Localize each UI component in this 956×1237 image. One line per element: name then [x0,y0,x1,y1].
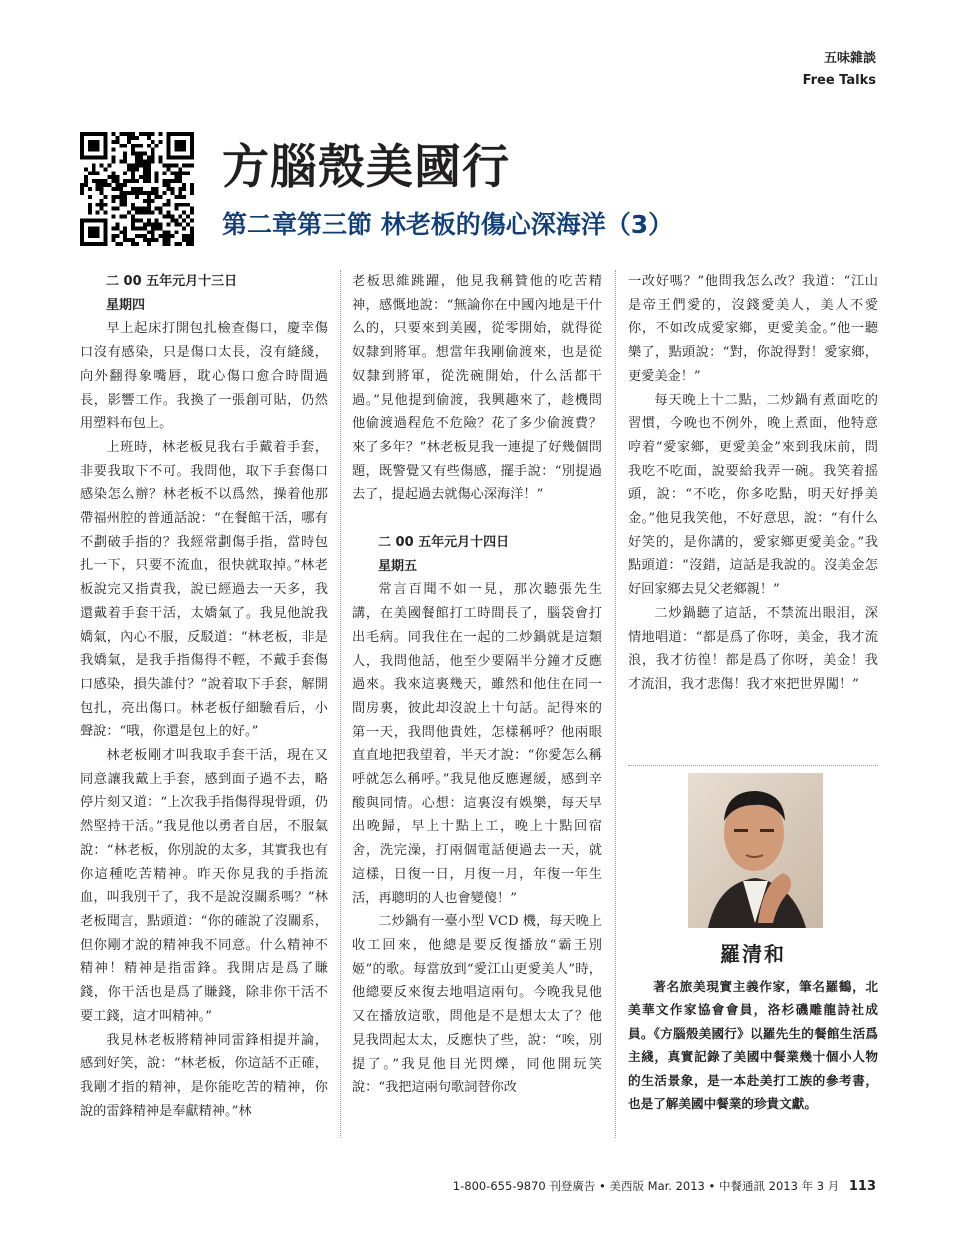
author-divider [628,765,878,766]
section-header [803,48,876,92]
column-divider [615,270,616,1138]
entry-date: 二 00 五年元月十三日 [106,274,238,289]
column-divider [340,270,341,1138]
issue-date-en: Mar. 2013 [647,1179,705,1193]
paragraph: 二炒鍋聽了這話，不禁流出眼泪，深情地唱道：“都是爲了你呀，美金，我才流浪，我才彷徨！都是爲了你呀，美金！我才流泪，我才悲傷！我才來把世界闖！” [628,605,878,692]
paragraph: 上班時，林老板見我右手戴着手套，非要我取下不可。我問他，取下手套傷口感染怎么辦？林老板不以爲然，操着他那帶福州腔的普通話說：“在餐館干活，哪有不劃破手指的？我經常劃傷手指，當時包扎一下，只要不流血，很快就取掉。”林老板說完又指責我，說已經過去一天多，我還戴着手套干活，太嬌氣了。我見他說我嬌氣，內心不服，反駁道：“林老板，非是我嬌氣，是我手指傷得不輕，不戴手套傷口感染，損失誰付？”說着取下手套，解開包扎，亮出傷口。林老板仔細驗看后，小聲說：“哦，你還是包上的好。” [80,439,328,740]
author-bio: 著名旅美現實主義作家，筆名羅鶴，北美華文作家協會會員，洛杉磯雕龍詩社成員。《方腦殼美國行》以羅先生的餐館生活爲主綫，真實記錄了美國中餐業幾十個小人物的生活景象，是一本赴美打工族的參考書，也是了解美國中餐業的珍貴文獻。 [628,979,878,1112]
entry-date: 二 00 五年元月十四日 [378,535,510,551]
qr-code-icon [80,132,194,246]
article-subtitle: 第二章第三節 林老板的傷心深海洋（3） [222,210,674,239]
paragraph: 早上起床打開包扎檢查傷口，慶幸傷口沒有感染，只是傷口太長，沒有縫綫，向外翻得象嘴唇，耽心傷口愈合時間過長，影響工作。我換了一張創可貼，仍然用塑料布包上。 [80,321,328,432]
section-title-zh: 五味雜談 [823,51,876,66]
ad-phone: 1-800-655-9870 [452,1179,546,1193]
author-photo [688,773,823,928]
ad-label: 刊登廣告 • 美西版 [549,1179,644,1193]
article-title: 方腦殼美國行 [222,140,510,195]
entry-weekday: 星期四 [106,297,146,313]
paragraph: 每天晚上十二點，二炒鍋有煮面吃的習慣，今晚也不例外，晚上煮面，他特意哼着“愛家鄉，更愛美金”來到我床前，問我吃不吃面，說要給我弄一碗。我笑着摇頭，說：“不吃，你多吃點，明天好掙美金。”他見我笑他，不好意思，說：“有什么好笑的，是你講的，愛家鄉更愛美金。”我點頭道：“沒錯，這話是我說的。沒美金怎好回家鄉去見父老鄉親！” [628,392,878,598]
paragraph: 老板思維跳躍，他見我稱贊他的吃苦精神，感慨地說：“無論你在中國內地是干什么的，只要來到美國，從零開始，就得從奴隸到將軍。想當年我剛偷渡來，也是從奴隸到將軍，從洗碗開始，什么活都干過。”見他提到偷渡，我興趣來了，趁機問他偷渡過程危不危險？花了多少偷渡費？來了多年？”林老板見我一連提了好幾個問題，既警覺又有些傷感，擺手說：“別提過去了，提起過去就傷心深海洋！” [352,274,602,503]
paragraph: 二炒鍋有一臺小型 VCD 機，每天晚上收工回來，他總是要反復播放“霸王別姬”的歌。每當放到“愛江山更愛美人”時，他總要反來復去地唱這兩句。今晚我見他又在播放這歌，問他是不是想太太了？他見我問起太太，反應快了些，說：“唉，別提了。”我見他目光閃爍，同他開玩笑說：“我把這兩句歌詞替你改 [352,914,602,1096]
paragraph: 一改好嗎？”他問我怎么改？我道：“江山是帝王們愛的，沒錢愛美人，美人不愛你，不如改成愛家鄉，更愛美金。”他一聽樂了，點頭說：“對，你說得對！愛家鄉，更愛美金！” [628,274,878,384]
paragraph: 我見林老板將精神同雷鋒相提并論，感到好笑，說：“林老板，你這話不正確，我剛才指的精神，是你能吃苦的精神，你說的雷鋒精神是奉獻精神。”林 [80,1032,328,1119]
issue-date-zh: 2013 年 3 月 [768,1179,840,1193]
paragraph: 林老板剛才叫我取手套干活，現在又同意讓我戴上手套，感到面子過不去，略停片刻又道：“上次我手指傷得現骨頭，仍然堅持干活。”我見他以勇者自居，不服氣說：“林老板，你別說的太多，其實我也有你這種吃苦精神。昨天你見我的手指流血，叫我別干了，我不是說沒關系嗎？”林老板聞言，點頭道：“你的確說了沒關系，但你剛才說的精神我不同意。什么精神不精神！精神是指雷鋒。我開店是爲了賺錢，你干活也是爲了賺錢，除非你干活不要工錢，這才叫精神。” [80,748,328,1024]
paragraph: 常言百聞不如一見，那次聽張先生講，在美國餐館打工時間長了，腦袋會打出毛病。同我住在一起的二炒鍋就是這類人，我問他話，他至少要隔半分鐘才反應過來。我來這裏幾天，雖然和他住在同一間房裏，彼此却沒說上十句話。記得來的第一天，我問他貴姓，怎樣稱呼？他兩眼直直地把我望着，半天才說：“你愛怎么稱呼就怎么稱呼。”我見他反應遲緩，感到辛酸與同情。心想：這裏沒有娛樂，每天早出晚歸，早上十點上工，晚上十點回宿舍，洗完澡，打兩個電話便過去一天，就這樣，日復一日，月復一月，年復一年生活，再聰明的人也會變傻！” [352,582,602,906]
section-title-en: Free Talks [802,73,876,88]
page-number: 113 [848,1179,876,1194]
article-column-1 [80,270,328,1123]
entry-weekday: 星期五 [378,558,418,574]
page-footer [453,1178,876,1194]
article-column-2 [352,270,602,1100]
publication-name: • 中餐通訊 [708,1179,765,1193]
article-column-3 [628,270,878,697]
author-name: 羅清和 [720,942,786,966]
